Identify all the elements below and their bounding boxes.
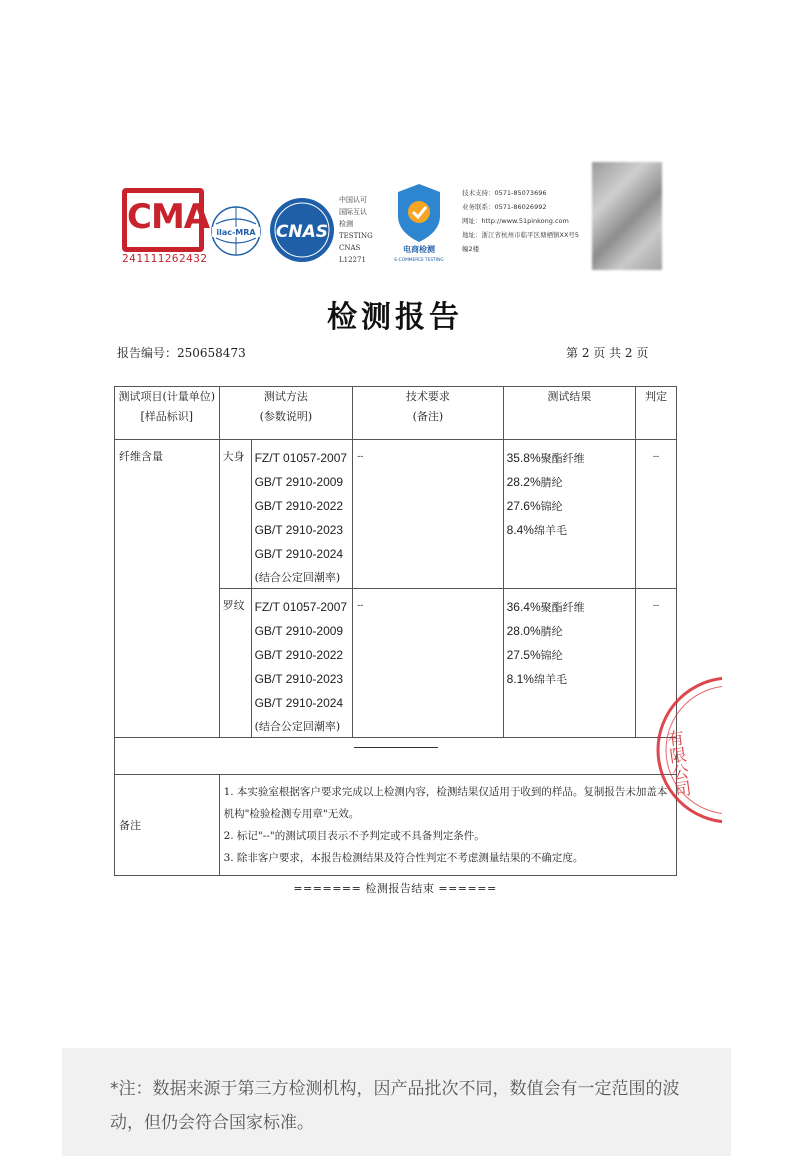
header-method-line: (参数说明) xyxy=(259,410,313,423)
footnote-text: *注：数据来源于第三方检测机构，因产品批次不同，数值会有一定范围的波动，但仍会符合国家标准。 xyxy=(110,1079,680,1133)
remarks-cell xyxy=(219,775,676,876)
ecommerce-title: 电商检测 xyxy=(403,245,435,254)
part-name: 罗纹 xyxy=(220,589,252,737)
table-header-row xyxy=(115,387,677,440)
cnas-cert-line: 检测 xyxy=(339,220,353,228)
report-end-line: ======= 检测报告结束 ====== xyxy=(293,882,497,895)
remark-item: 1. 本实验室根据客户要求完成以上检测内容，检测结果仅适用于收到的样品。复制报告未加盖本机构"检验检测专用章"无效。 xyxy=(223,786,668,820)
verdict-cell: -- xyxy=(636,589,677,738)
contact-info xyxy=(462,186,594,256)
cma-logo xyxy=(122,188,210,270)
verdict-cell: -- xyxy=(636,440,677,589)
result-item: 36.4%聚酯纤维 xyxy=(506,600,585,614)
cma-mark-box xyxy=(122,188,210,252)
header-item xyxy=(115,387,220,440)
remark-item: 3. 除非客户要求，本报告检测结果及符合性判定不考虑测量结果的不确定度。 xyxy=(223,852,584,864)
method-item: FZ/T 01057-2007 xyxy=(254,600,348,614)
test-results-table xyxy=(114,386,677,876)
ecommerce-subtitle: E-COMMERCE TESTING xyxy=(394,258,444,263)
result-cell xyxy=(503,589,636,738)
contact-line: 技术支持：0571-85073696 xyxy=(462,189,547,197)
requirement-cell: -- xyxy=(353,440,503,589)
ecommerce-testing-logo xyxy=(392,182,446,264)
method-note: (结合公定回潮率) xyxy=(254,720,341,733)
result-item: 8.4%绵羊毛 xyxy=(506,523,567,537)
cnas-certificate xyxy=(339,194,387,266)
method-item: GB/T 2910-2023 xyxy=(254,523,344,537)
method-item: GB/T 2910-2024 xyxy=(254,547,344,561)
header-requirement xyxy=(353,387,503,440)
cnas-text: CNAS xyxy=(275,222,329,242)
result-item: 28.0%腈纶 xyxy=(506,624,563,638)
cma-mark-text: CMA xyxy=(127,197,210,237)
result-item: 28.2%腈纶 xyxy=(506,475,563,489)
header-result: 测试结果 xyxy=(503,387,636,440)
contact-line: 业务联系：0571-86026992 xyxy=(462,203,547,211)
footnote-box xyxy=(62,1048,731,1156)
blurred-qr-code xyxy=(592,162,662,270)
cma-number: 241111262432 xyxy=(122,252,208,265)
divider-cell xyxy=(115,738,677,775)
contact-line: 幢2楼 xyxy=(462,245,480,253)
header-requirement-line: (备注) xyxy=(412,410,444,423)
ilac-mra-logo xyxy=(210,194,262,268)
header-requirement-line: 技术要求 xyxy=(405,390,450,403)
method-list xyxy=(252,440,348,588)
cnas-cert-line: TESTING xyxy=(339,232,373,240)
result-cell xyxy=(503,440,636,589)
report-title: 检测报告 xyxy=(327,300,463,335)
seal-text: 有限公司 xyxy=(662,728,692,799)
cnas-logo xyxy=(268,192,336,268)
header-item-line: [样品标识] xyxy=(140,410,194,423)
report-number: 报告编号：250658473 xyxy=(117,346,246,360)
contact-line: 网址：http://www.51pinkong.com xyxy=(462,217,569,225)
header-verdict: 判定 xyxy=(636,387,677,440)
cnas-cert-line: 中国认可 xyxy=(339,196,367,204)
remark-item: 2. 标记"--"的测试项目表示不予判定或不具备判定条件。 xyxy=(223,830,485,842)
requirement-cell: -- xyxy=(353,589,503,738)
part-name: 大身 xyxy=(220,440,252,588)
method-list xyxy=(252,589,348,737)
result-item: 8.1%绵羊毛 xyxy=(506,672,567,686)
divider-line xyxy=(354,747,438,748)
contact-line: 地址：浙江省杭州市临平区塘栖镇XX号5 xyxy=(462,231,580,239)
page-info: 第 2 页 共 2 页 xyxy=(566,346,649,360)
remarks-label: 备注 xyxy=(115,775,220,876)
method-note: (结合公定回潮率) xyxy=(254,571,341,584)
method-item: GB/T 2910-2009 xyxy=(254,475,344,489)
red-seal-stamp xyxy=(652,670,722,830)
header-method-line: 测试方法 xyxy=(263,390,308,403)
method-cell xyxy=(219,589,353,738)
method-item: GB/T 2910-2024 xyxy=(254,696,344,710)
cnas-cert-line: CNAS L12271 xyxy=(339,244,366,264)
header-item-line: 测试项目(计量单位) xyxy=(118,390,216,403)
item-label: 纤维含量 xyxy=(115,440,220,738)
method-cell xyxy=(219,440,353,589)
cnas-cert-line: 国际互认 xyxy=(339,208,367,216)
method-item: GB/T 2910-2022 xyxy=(254,648,344,662)
remarks-row xyxy=(115,775,677,876)
result-item: 27.5%锦纶 xyxy=(506,648,563,662)
method-item: FZ/T 01057-2007 xyxy=(254,451,348,465)
divider-row xyxy=(115,738,677,775)
result-item: 35.8%聚酯纤维 xyxy=(506,451,585,465)
table-row xyxy=(115,440,677,589)
method-item: GB/T 2910-2023 xyxy=(254,672,344,686)
result-item: 27.6%锦纶 xyxy=(506,499,563,513)
ilac-mra-text: ilac-MRA xyxy=(216,228,256,237)
method-item: GB/T 2910-2022 xyxy=(254,499,344,513)
method-item: GB/T 2910-2009 xyxy=(254,624,344,638)
header-method xyxy=(219,387,353,440)
